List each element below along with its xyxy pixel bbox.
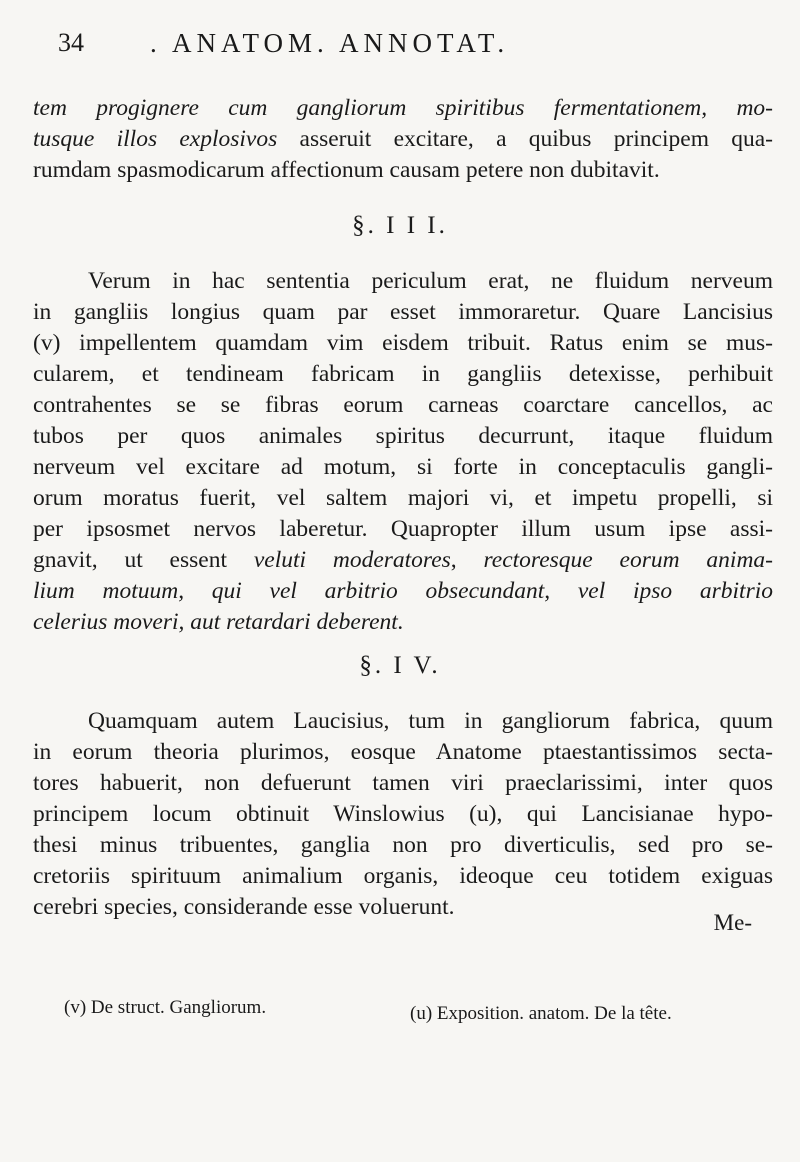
- paragraph-continuation: [33, 93, 773, 186]
- text-segment: in eorum theoria plurimos, eosque Anatome ptaestantissimos secta-: [33, 739, 773, 765]
- text-line: [33, 483, 773, 514]
- section-heading-4: §. I V.: [359, 652, 441, 679]
- text-line: [33, 124, 773, 155]
- text-segment: lium motuum, qui vel arbitrio obsecundant, vel ipso arbitrio: [33, 578, 773, 604]
- text-line: [33, 452, 773, 483]
- text-segment: (v) impellentem quamdam vim eisdem tribuit. Ratus enim se mus-: [33, 330, 773, 356]
- text-segment: Quamquam autem Laucisius, tum in gangliorum fabrica, quum: [88, 708, 773, 734]
- text-segment: rumdam spasmodicarum affectionum causam petere non dubitavit.: [33, 157, 660, 183]
- text-segment: tusque illos explosivos: [33, 126, 278, 152]
- footnote-u: (u) Exposition. anatom. De la tête.: [410, 1003, 672, 1024]
- text-segment: tem progignere cum gangliorum spiritibus fermentationem, mo-: [33, 95, 773, 121]
- text-segment: cretoriis spirituum animalium organis, ideoque ceu totidem exiguas: [33, 863, 773, 889]
- text-line: [33, 328, 773, 359]
- text-segment: nerveum vel excitare ad motum, si forte in conceptaculis gangli-: [33, 454, 773, 480]
- paragraph-section-4: [33, 706, 773, 923]
- text-line: [33, 607, 773, 638]
- text-line: [33, 830, 773, 861]
- text-line: [33, 861, 773, 892]
- text-segment: cerebri species, considerande esse voluerunt.: [33, 894, 455, 920]
- running-head: . ANATOM. ANNOTAT.: [150, 28, 510, 58]
- text-segment: rectoresque eorum anima-: [483, 547, 774, 573]
- text-line: [33, 514, 773, 545]
- text-line: [33, 390, 773, 421]
- page-header: [0, 22, 800, 62]
- text-line: [33, 266, 773, 297]
- paragraph-section-3: [33, 266, 773, 638]
- text-segment: contrahentes se se fibras eorum carneas coarctare cancellos, ac: [33, 392, 773, 418]
- text-segment: gnavit, ut essent: [33, 547, 254, 573]
- text-segment: thesi minus tribuentes, ganglia non pro diverticulis, sed pro se-: [33, 832, 773, 858]
- text-line: [33, 799, 773, 830]
- section-heading-3: §. I I I.: [352, 212, 448, 239]
- text-segment: veluti moderatores: [253, 547, 451, 573]
- text-line: [33, 892, 773, 923]
- text-segment: celerius moveri, aut retardari deberent.: [33, 609, 404, 635]
- text-line: [33, 93, 773, 124]
- catchword: Me-: [713, 910, 752, 935]
- text-line: [33, 155, 773, 186]
- text-line: [33, 297, 773, 328]
- text-segment: principem locum obtinuit Winslowius (u), qui Lancisianae hypo-: [33, 801, 773, 827]
- text-segment: tores habuerit, non defuerunt tamen viri praeclarissimi, inter quos: [33, 770, 773, 796]
- text-line: [33, 768, 773, 799]
- text-segment: per ipsosmet nervos laberetur. Quapropter illum usum ipse assi-: [33, 516, 773, 542]
- text-segment: orum moratus fuerit, vel saltem majori vi, et impetu propelli, si: [33, 485, 773, 511]
- text-segment: Verum in hac sententia periculum erat, ne fluidum nerveum: [88, 268, 773, 294]
- text-line: [33, 706, 773, 737]
- footnote-v: (v) De struct. Gangliorum.: [64, 997, 267, 1018]
- text-line: [33, 545, 773, 576]
- text-line: [33, 576, 773, 607]
- text-segment: asseruit excitare, a quibus principem qua-: [277, 126, 773, 152]
- page-number: 34: [58, 28, 84, 57]
- text-line: [33, 737, 773, 768]
- text-line: [33, 421, 773, 452]
- text-segment: tubos per quos animales spiritus decurrunt, itaque fluidum: [33, 423, 773, 449]
- text-line: [33, 359, 773, 390]
- text-segment: in gangliis longius quam par esset immoraretur. Quare Lancisius: [33, 299, 773, 325]
- text-segment: ,: [450, 547, 484, 573]
- text-segment: cularem, et tendineam fabricam in gangliis detexisse, perhibuit: [33, 361, 773, 387]
